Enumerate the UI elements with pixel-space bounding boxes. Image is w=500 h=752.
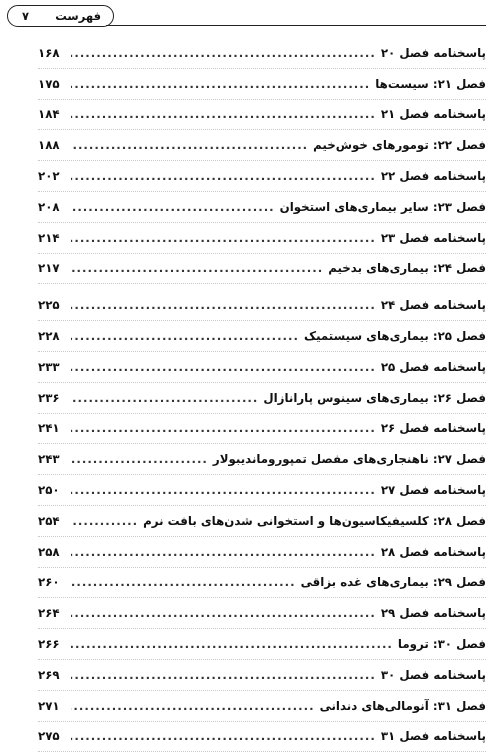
dot-leader xyxy=(71,421,376,435)
dot-leader xyxy=(71,329,299,343)
toc-page-number: ۲۰۸ xyxy=(38,199,60,214)
toc-page-number: ۲۶۶ xyxy=(38,637,60,652)
dot-leader xyxy=(71,298,376,312)
toc-title: پاسخنامه فصل ۲۹ xyxy=(380,606,486,621)
page-number: ۷ xyxy=(22,9,30,23)
header-title: فهرست xyxy=(55,9,101,23)
dot-leader xyxy=(71,231,376,245)
toc-title: فصل ۳۱: آنومالی‌های دندانی xyxy=(319,698,486,713)
dot-leader xyxy=(71,575,296,589)
header-tab xyxy=(7,5,114,27)
toc-row[interactable] xyxy=(38,444,486,475)
toc-row[interactable] xyxy=(38,69,486,100)
dot-leader xyxy=(71,637,393,651)
dot-leader xyxy=(71,391,258,405)
toc-row[interactable] xyxy=(38,568,486,599)
toc-page-number: ۲۵۸ xyxy=(38,544,60,559)
toc-page-number: ۲۵۴ xyxy=(38,513,60,528)
toc-page-number: ۲۵۰ xyxy=(38,483,60,498)
toc-title: پاسخنامه فصل ۲۵ xyxy=(380,359,486,374)
toc-title: پاسخنامه فصل ۳۱ xyxy=(380,729,486,744)
toc-title: فصل ۲۹: بیماری‌های غده بزاقی xyxy=(300,575,486,590)
toc-page-number: ۲۶۹ xyxy=(38,667,60,682)
toc-page-number: ۲۴۱ xyxy=(38,421,60,436)
dot-leader xyxy=(71,699,315,713)
toc-title: پاسخنامه فصل ۲۴ xyxy=(380,298,486,313)
toc-row[interactable] xyxy=(38,100,486,131)
toc-row[interactable] xyxy=(38,629,486,660)
toc-page-number: ۲۴۳ xyxy=(38,452,60,467)
toc-page-number: ۲۱۴ xyxy=(38,230,60,245)
toc-page-number: ۲۱۷ xyxy=(38,261,60,276)
toc-title: پاسخنامه فصل ۲۷ xyxy=(380,483,486,498)
toc-title: پاسخنامه فصل ۲۰ xyxy=(380,45,486,60)
toc-page-number: ۲۶۰ xyxy=(38,575,60,590)
toc-page-number: ۲۳۳ xyxy=(38,359,60,374)
dot-leader xyxy=(71,77,370,91)
toc-row[interactable] xyxy=(38,722,486,752)
toc-row[interactable] xyxy=(38,290,486,321)
toc-page-number: ۱۷۵ xyxy=(38,76,60,91)
toc-page-number: ۱۸۴ xyxy=(38,107,60,122)
dot-leader xyxy=(71,514,138,528)
toc-row[interactable] xyxy=(38,506,486,537)
toc-row[interactable] xyxy=(38,192,486,223)
toc-row[interactable] xyxy=(38,352,486,383)
dot-leader xyxy=(71,360,376,374)
toc-list xyxy=(38,38,486,752)
dot-leader xyxy=(71,169,376,183)
toc-title: فصل ۲۴: بیماری‌های بدخیم xyxy=(328,261,486,276)
header-rule xyxy=(106,25,486,26)
toc-row[interactable] xyxy=(38,414,486,445)
toc-title: فصل ۲۶: بیماری‌های سینوس پارانازال xyxy=(263,390,486,405)
dot-leader xyxy=(71,606,376,620)
toc-page-number: ۲۷۵ xyxy=(38,729,60,744)
toc-title: فصل ۲۱: سیست‌ها xyxy=(375,76,486,91)
dot-leader xyxy=(71,483,376,497)
dot-leader xyxy=(71,200,275,214)
toc-page-number: ۲۰۲ xyxy=(38,169,60,184)
toc-row[interactable] xyxy=(38,254,486,285)
toc-title: پاسخنامه فصل ۲۶ xyxy=(380,421,486,436)
toc-title: فصل ۲۷: ناهنجاری‌های مفصل تمپوروماندیبولار xyxy=(212,452,486,467)
toc-row[interactable] xyxy=(38,223,486,254)
toc-row[interactable] xyxy=(38,383,486,414)
toc-title: پاسخنامه فصل ۳۰ xyxy=(380,667,486,682)
toc-title: پاسخنامه فصل ۲۲ xyxy=(380,169,486,184)
toc-row[interactable] xyxy=(38,161,486,192)
toc-title: فصل ۲۳: سایر بیماری‌های استخوان xyxy=(279,199,486,214)
toc-row[interactable] xyxy=(38,321,486,352)
toc-title: فصل ۲۵: بیماری‌های سیستمیک xyxy=(304,329,486,344)
toc-title: پاسخنامه فصل ۲۱ xyxy=(380,107,486,122)
dot-leader xyxy=(71,261,323,275)
toc-title: فصل ۲۲: تومورهای خوش‌خیم xyxy=(313,138,486,153)
toc-row[interactable] xyxy=(38,691,486,722)
dot-leader xyxy=(71,138,308,152)
dot-leader xyxy=(71,729,376,743)
toc-title: فصل ۳۰: تروما xyxy=(397,637,486,652)
dot-leader xyxy=(71,46,376,60)
toc-row[interactable] xyxy=(38,660,486,691)
dot-leader xyxy=(71,107,376,121)
toc-page-number: ۲۲۵ xyxy=(38,298,60,313)
toc-row[interactable] xyxy=(38,38,486,69)
toc-row[interactable] xyxy=(38,475,486,506)
toc-title: فصل ۲۸: کلسیفیکاسیون‌ها و استخوانی شدن‌های بافت نرم xyxy=(143,513,486,528)
toc-row[interactable] xyxy=(38,130,486,161)
toc-page-number: ۲۷۱ xyxy=(38,698,60,713)
toc-page-number: ۱۸۸ xyxy=(38,138,60,153)
dot-leader xyxy=(71,668,376,682)
toc-page-number: ۱۶۸ xyxy=(38,45,60,60)
dot-leader xyxy=(71,452,208,466)
toc-title: پاسخنامه فصل ۲۸ xyxy=(380,544,486,559)
toc-row[interactable] xyxy=(38,537,486,568)
toc-page-number: ۲۲۸ xyxy=(38,329,60,344)
toc-page-number: ۲۶۴ xyxy=(38,606,60,621)
toc-page-number: ۲۳۶ xyxy=(38,390,60,405)
dot-leader xyxy=(71,545,376,559)
toc-row[interactable] xyxy=(38,598,486,629)
toc-title: پاسخنامه فصل ۲۳ xyxy=(380,230,486,245)
